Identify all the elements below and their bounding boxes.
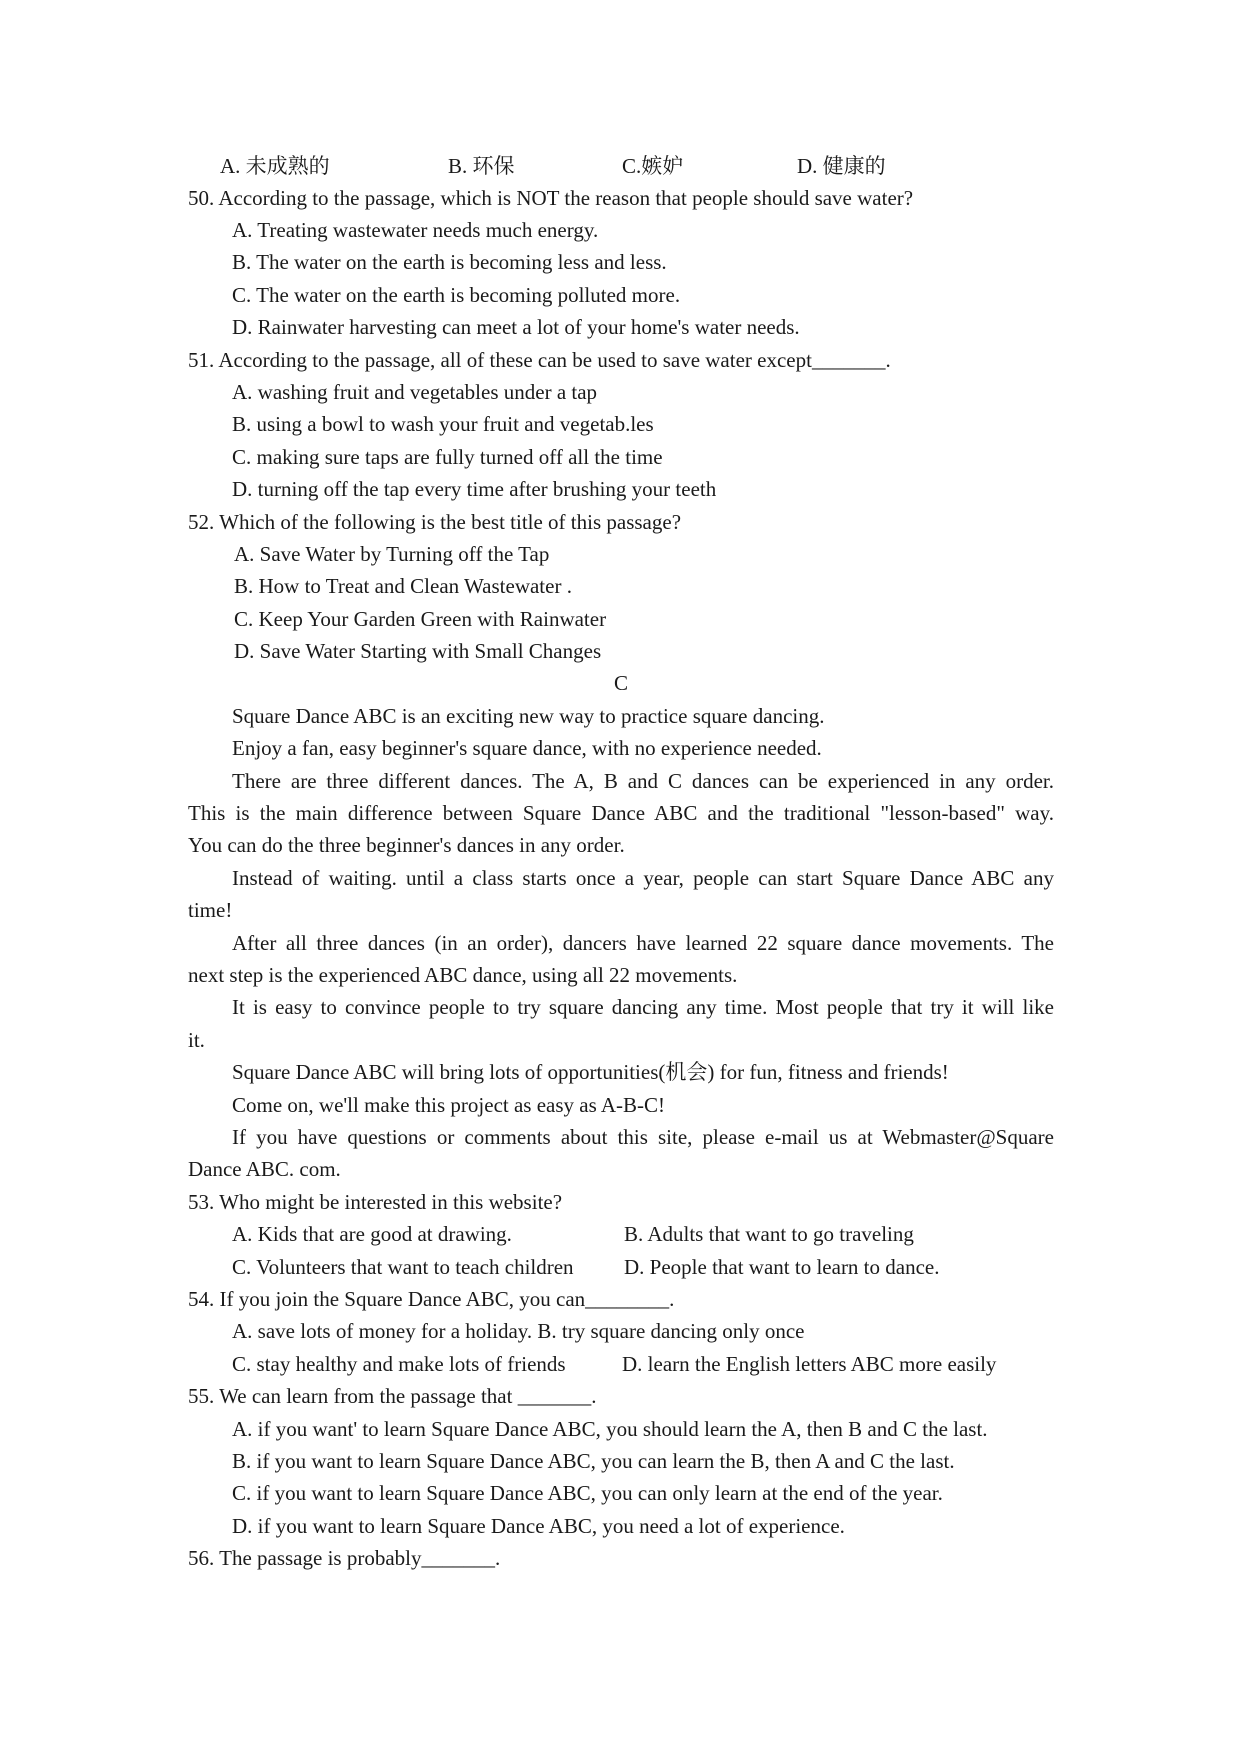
question-52-option-d: D. Save Water Starting with Small Changes — [234, 639, 602, 663]
question-52-option-a: A. Save Water by Turning off the Tap — [234, 542, 550, 566]
question-51-stem: 51. According to the passage, all of these can be used to save water except_______. — [188, 348, 891, 372]
question-55-option-b: B. if you want to learn Square Dance ABC, you can learn the B, then A and C the last. — [232, 1449, 955, 1473]
passage-paragraph-4-line-2: time! — [188, 898, 233, 922]
passage-paragraph-5-line-2: next step is the experienced ABC dance, using all 22 movements. — [188, 963, 738, 987]
passage-heading: C — [613, 671, 628, 695]
passage-paragraph-6-line-1: It is easy to convince people to try square dancing any time. Most people that try it will like — [232, 995, 1054, 1019]
question-51-option-b: B. using a bowl to wash your fruit and vegetab.les — [232, 412, 654, 436]
passage-paragraph-5-line-1: After all three dances (in an order), dancers have learned 22 square dance movements. The — [232, 931, 1054, 955]
question-55-option-c: C. if you want to learn Square Dance ABC, you can only learn at the end of the year. — [232, 1481, 943, 1505]
passage-paragraph-3-line-3: You can do the three beginner's dances in any order. — [188, 833, 625, 857]
question-52-option-b: B. How to Treat and Clean Wastewater . — [234, 574, 572, 598]
question-52-stem: 52. Which of the following is the best title of this passage? — [188, 510, 682, 534]
question-53-option-b: B. Adults that want to go traveling — [624, 1222, 914, 1246]
passage-paragraph-9-line-2: Dance ABC. com. — [188, 1157, 341, 1181]
question-51-option-a: A. washing fruit and vegetables under a tap — [232, 380, 598, 404]
question-50-option-a: A. Treating wastewater needs much energy. — [232, 218, 599, 242]
question-50-stem: 50. According to the passage, which is NOT the reason that people should save water? — [188, 186, 914, 210]
question-50-option-b: B. The water on the earth is becoming less and less. — [232, 250, 667, 274]
question-53-stem: 53. Who might be interested in this website? — [188, 1190, 563, 1214]
question-55-stem: 55. We can learn from the passage that _______. — [188, 1384, 597, 1408]
question-54-option-ab: A. save lots of money for a holiday. B. try square dancing only once — [232, 1319, 805, 1343]
question-53-option-d: D. People that want to learn to dance. — [624, 1255, 940, 1279]
question-55-option-d: D. if you want to learn Square Dance ABC, you need a lot of experience. — [232, 1514, 845, 1538]
question-56-stem: 56. The passage is probably_______. — [188, 1546, 501, 1570]
question-54-option-c: C. stay healthy and make lots of friends — [232, 1352, 566, 1376]
passage-paragraph-3-line-1: There are three different dances. The A, B and C dances can be experienced in any order. — [232, 769, 1054, 793]
passage-paragraph-3-line-2: This is the main difference between Square Dance ABC and the traditional "lesson-based" way. — [188, 801, 1054, 825]
question-53-option-c: C. Volunteers that want to teach children — [232, 1255, 574, 1279]
question-53-option-a: A. Kids that are good at drawing. — [232, 1222, 512, 1246]
question-54-stem: 54. If you join the Square Dance ABC, you can________. — [188, 1287, 675, 1311]
passage-paragraph-9-line-1: If you have questions or comments about this site, please e-mail us at Webmaster@Square — [232, 1125, 1054, 1149]
question-55-option-a: A. if you want' to learn Square Dance ABC, you should learn the A, then B and C the last. — [232, 1417, 988, 1441]
passage-paragraph-8: Come on, we'll make this project as easy as A-B-C! — [232, 1093, 666, 1117]
question-50-option-c: C. The water on the earth is becoming polluted more. — [232, 283, 681, 307]
q49-option-c: C.嫉妒 — [622, 154, 684, 178]
passage-paragraph-1: Square Dance ABC is an exciting new way to practice square dancing. — [232, 704, 825, 728]
passage-paragraph-6-line-2: it. — [188, 1028, 205, 1052]
question-52-option-c: C. Keep Your Garden Green with Rainwater — [234, 607, 607, 631]
passage-paragraph-2: Enjoy a fan, easy beginner's square dance, with no experience needed. — [232, 736, 822, 760]
question-54-option-d: D. learn the English letters ABC more easily — [622, 1352, 997, 1376]
question-51-option-d: D. turning off the tap every time after brushing your teeth — [232, 477, 717, 501]
passage-paragraph-4-line-1: Instead of waiting. until a class starts once a year, people can start Square Dance ABC any — [232, 866, 1054, 890]
question-50-option-d: D. Rainwater harvesting can meet a lot of your home's water needs. — [232, 315, 800, 339]
q49-option-d: D. 健康的 — [797, 154, 886, 178]
question-51-option-c: C. making sure taps are fully turned off all the time — [232, 445, 663, 469]
passage-paragraph-7: Square Dance ABC will bring lots of opportunities(机会) for fun, fitness and friends! — [232, 1060, 949, 1084]
q49-option-b: B. 环保 — [448, 154, 515, 178]
q49-option-a: A. 未成熟的 — [220, 154, 330, 178]
